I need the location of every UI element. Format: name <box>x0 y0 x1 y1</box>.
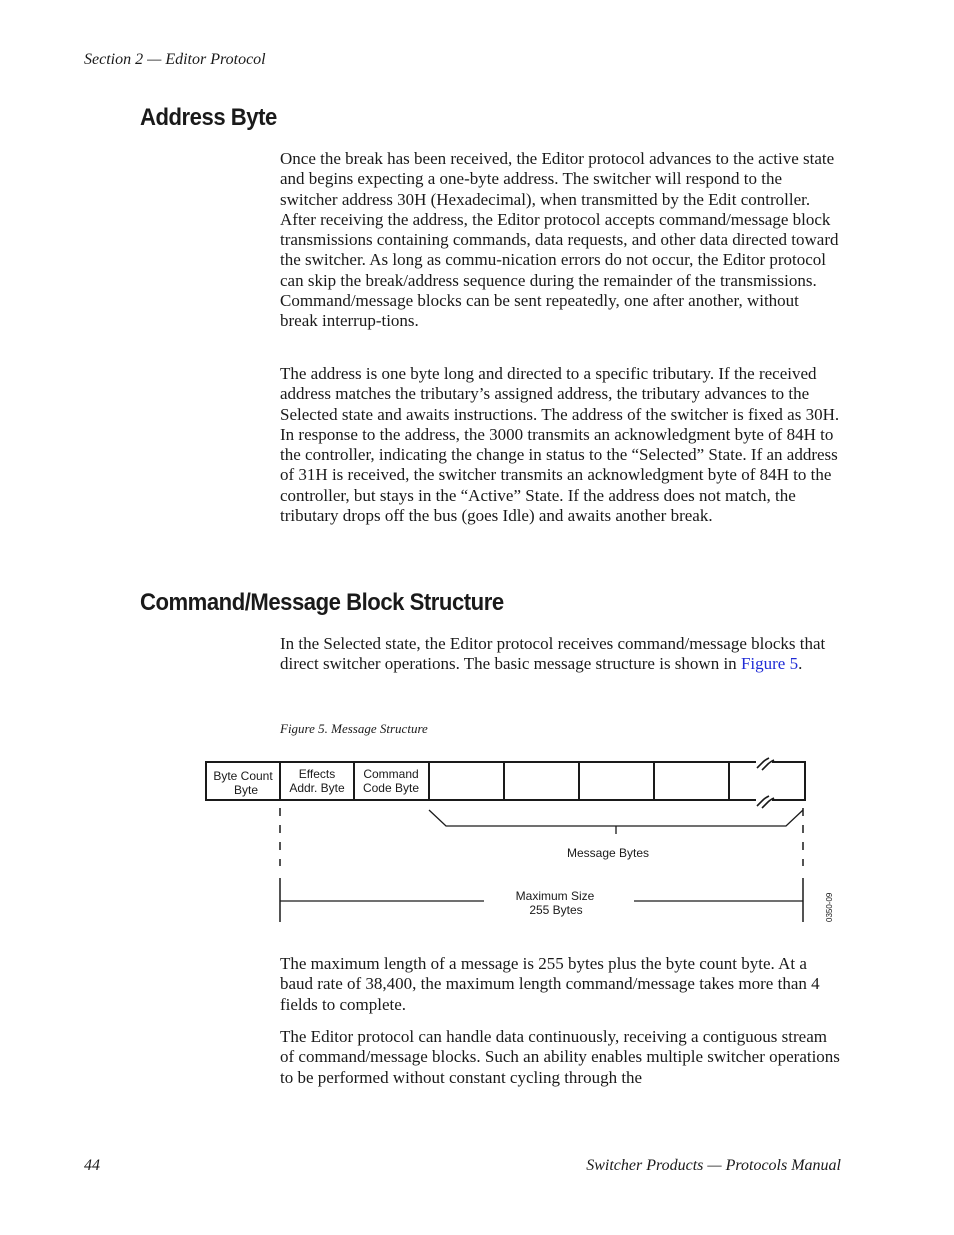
paragraph: The maximum length of a message is 255 bytes plus the byte count byte. At a baud rate of 38,400, the maximum length command/message takes more than 4 fields to complete. <box>280 954 820 1014</box>
page-number: 44 <box>84 1157 100 1174</box>
running-header: Section 2 — Editor Protocol <box>84 51 266 68</box>
section-heading-command-message: Command/Message Block Structure <box>140 589 504 616</box>
paragraph-text: . <box>798 654 803 674</box>
figure-caption: Figure 5. Message Structure <box>280 721 428 736</box>
break-mark-icon <box>756 794 774 808</box>
figure-id: 0350-09 <box>825 892 834 922</box>
paragraph: The Editor protocol can handle data continuously, receiving a contiguous stream of command/message blocks. Such an ability enables multiple switcher operations to be performed without constant cycling through the <box>280 1027 840 1087</box>
cell-label: Command <box>363 767 419 781</box>
cell-label: Byte Count <box>213 769 273 783</box>
running-footer: Switcher Products — Protocols Manual <box>586 1157 841 1174</box>
figure-link[interactable]: Figure 5 <box>740 654 799 674</box>
cell-label: Code Byte <box>362 781 420 795</box>
paragraph: The address is one byte long and directed to a specific tributary. If the received address matches the tributary’s assigned address, the tributary advances to the Selected state and awaits instructions. The address of the switcher is fixed as 30H. In response to the address, the 3000 transmits an acknowledgment byte of 84H to the controller, indicating the change in status to the “Selected” State. If an address of 31H is received, the switcher transmits an acknowledgment byte of 84H to the controller, but stays in the “Active” State. If the address does not match, the tributary drops off the bus (goes Idle) and awaits another break. <box>280 364 840 526</box>
paragraph: Once the break has been received, the Editor protocol advances to the active state and begins expecting a one-byte address. The switcher will respond to the switcher address 30H (Hexadecimal), when transmitted by the Edit controller. After receiving the address, the Editor protocol accepts command/message block transmissions containing commands, data requests, and other data directed toward the switcher. As long as commu-nication errors do not occur, the Editor protocol can skip the break/address sequence during the remainder of the transmissions. Command/message blocks can be sent repeatedly, one after another, without break interrup-tions. <box>280 149 839 331</box>
break-mark-icon <box>756 756 774 770</box>
message-bytes-label: Message Bytes <box>566 846 650 860</box>
section-heading-address-byte: Address Byte <box>140 104 277 131</box>
cell-label: Addr. Byte <box>289 781 345 795</box>
paragraph-text: In the Selected state, the Editor protocol receives command/message blocks that direct switcher operations. The basic message structure is shown in <box>280 634 826 674</box>
max-size-label: 255 Bytes <box>529 903 583 917</box>
cell-label: Effects <box>298 767 336 781</box>
message-bytes-bracket <box>429 810 803 826</box>
cell-label: Byte <box>233 783 259 797</box>
max-size-label: Maximum Size <box>515 889 595 903</box>
